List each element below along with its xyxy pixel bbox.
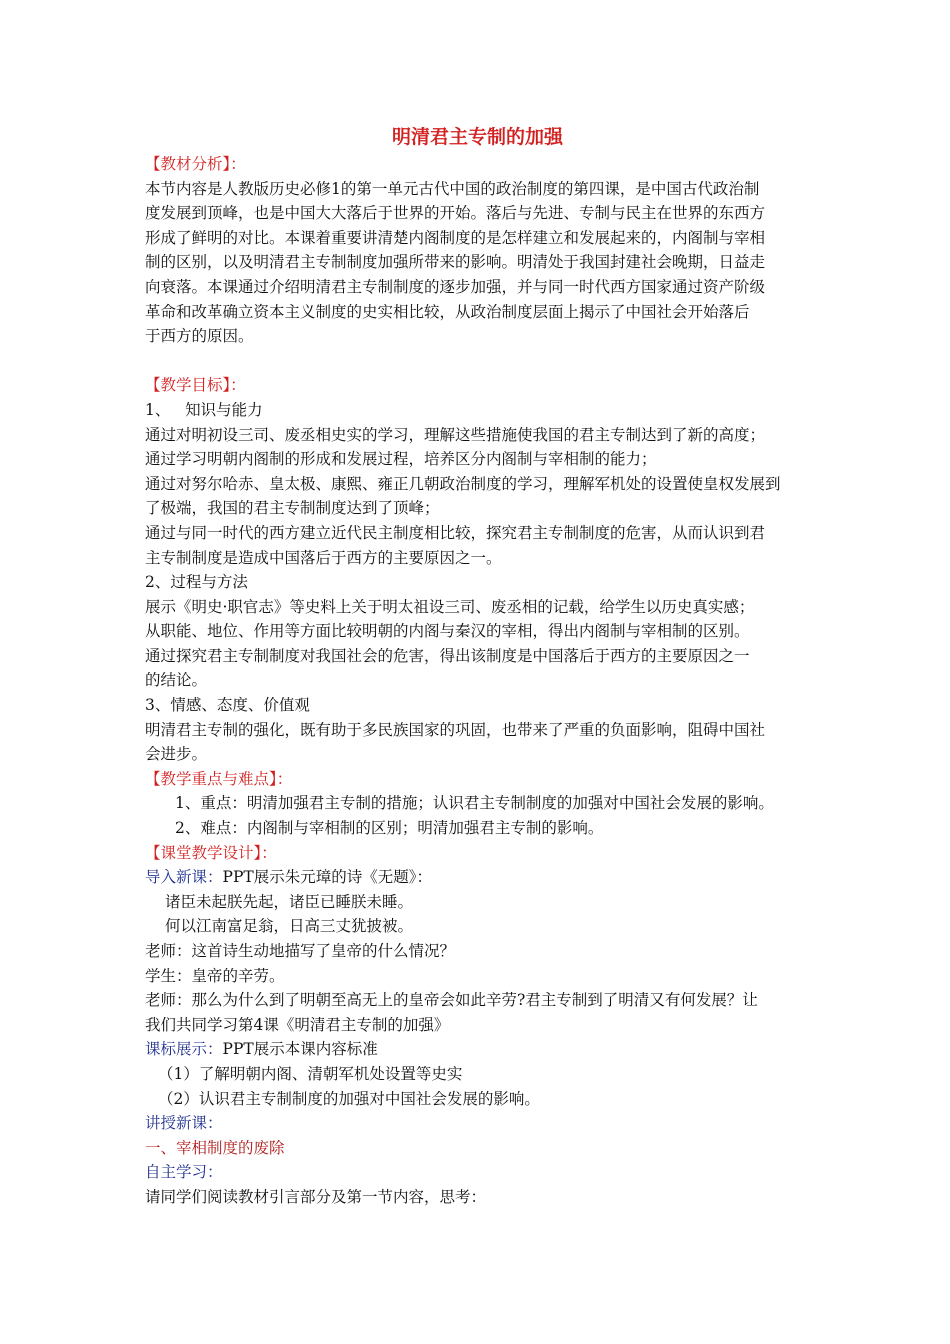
goal-line: 通过学习明朝内阁制的形成和发展过程，培养区分内阁制与宰相制的能力； — [145, 450, 657, 469]
dialogue-line: 我们共同学习第4课《明清君主专制的加强》 — [145, 1015, 450, 1034]
goal-line: 了极端，我国的君主专制制度达到了顶峰； — [145, 499, 440, 518]
page-title: 明清君主专制的加强 — [391, 126, 563, 148]
analysis-line: 制的区别，以及明清君主专制制度加强所带来的影响。明清处于我国封建社会晚期，日益走 — [145, 253, 766, 272]
analysis-line: 度发展到顶峰，也是中国大大落后于世界的开始。落后与先进、专制与民主在世界的东西方 — [145, 204, 766, 223]
goal-line: 通过与同一时代的西方建立近代民主制度相比较，探究君主专制制度的危害，从而认识到君 — [145, 523, 766, 542]
goal-line: 明清君主专制的强化，既有助于多民族国家的巩固，也带来了严重的负面影响，阻碍中国社 — [145, 720, 766, 739]
dialogue-line: 老师：这首诗生动地描写了皇帝的什么情况？ — [145, 942, 456, 960]
goal-subheading: 1、 知识与能力 — [145, 400, 263, 419]
goal-line: 从职能、地位、作用等方面比较明朝的内阁与秦汉的宰相，得出内阁制与宰相制的区别。 — [145, 622, 750, 641]
section-heading-goals: 【教学目标】： — [145, 376, 246, 395]
document-page — [145, 122, 810, 1210]
intro-label: 导入新课： — [145, 868, 223, 887]
self-study-text: 请同学们阅读教材引言部分及第一节内容，思考： — [145, 1187, 487, 1206]
standard-label: 课标展示： — [145, 1040, 223, 1059]
goal-line: 会进步。 — [145, 745, 208, 764]
goal-subheading: 2、过程与方法 — [145, 573, 248, 592]
key-point-item: 1、重点：明清加强君主专制的措施；认识君主专制制度的加强对中国社会发展的影响。 — [175, 794, 774, 813]
section-heading-design: 【课堂教学设计】： — [145, 843, 277, 862]
part-heading: 一、宰相制度的废除 — [145, 1138, 285, 1157]
self-study-label: 自主学习： — [145, 1163, 223, 1182]
goal-subheading: 3、情感、态度、价值观 — [145, 696, 310, 715]
key-point-item: 2、难点：内阁制与宰相制的区别；明清加强君主专制的影响。 — [175, 819, 604, 838]
dialogue-line: 老师：那么为什么到了明朝至高无上的皇帝会如此辛劳?君主专制到了明清又有何发展？让 — [145, 991, 758, 1010]
goal-line: 通过对明初设三司、废丞相史实的学习，理解这些措施使我国的君主专制达到了新的高度； — [145, 425, 766, 444]
goal-line: 展示《明史·职官志》等史料上关于明太祖设三司、废丞相的记载，给学生以历史真实感； — [145, 597, 755, 616]
section-heading-key-points: 【教学重点与难点】： — [145, 769, 293, 788]
standard-line — [145, 1037, 810, 1062]
analysis-line: 向衰落。本课通过介绍明清君主专制制度的逐步加强，并与同一时代西方国家通过资产阶级 — [145, 277, 766, 296]
standard-item: （1）了解明朝内阁、清朝军机处设置等史实 — [158, 1064, 463, 1083]
goal-line: 通过对努尔哈赤、皇太极、康熙、雍正几朝政治制度的学习，理解军机处的设置使皇权发展到 — [145, 474, 781, 493]
standard-text: PPT展示本课内容标准 — [222, 1040, 378, 1059]
analysis-line: 本节内容是人教版历史必修1的第一单元古代中国的政治制度的第四课，是中国古代政治制 — [145, 179, 760, 198]
goal-line: 通过探究君主专制制度对我国社会的危害，得出该制度是中国落后于西方的主要原因之一 — [145, 646, 750, 665]
poem-line: 诸臣未起朕先起，诸臣已睡朕未睡。 — [165, 892, 414, 911]
intro-text: PPT展示朱元璋的诗《无题》： — [222, 868, 432, 887]
new-lesson-label: 讲授新课： — [145, 1114, 223, 1133]
analysis-line: 于西方的原因。 — [145, 327, 254, 346]
standard-item: （2）认识君主专制制度的加强对中国社会发展的影响。 — [158, 1089, 540, 1108]
section-heading-analysis: 【教材分析】： — [145, 155, 246, 173]
goal-line: 的结论。 — [145, 671, 208, 690]
analysis-line: 革命和改革确立资本主义制度的史实相比较，从政治制度层面上揭示了中国社会开始落后 — [145, 302, 750, 321]
poem-line: 何以江南富足翁，日高三丈犹披被。 — [165, 917, 414, 936]
intro-line — [145, 865, 810, 890]
dialogue-line: 学生：皇帝的辛劳。 — [145, 966, 285, 985]
analysis-line: 形成了鲜明的对比。本课着重要讲清楚内阁制度的是怎样建立和发展起来的，内阁制与宰相 — [145, 228, 766, 247]
blank-line — [145, 349, 810, 374]
goal-line: 主专制制度是造成中国落后于西方的主要原因之一。 — [145, 548, 502, 567]
